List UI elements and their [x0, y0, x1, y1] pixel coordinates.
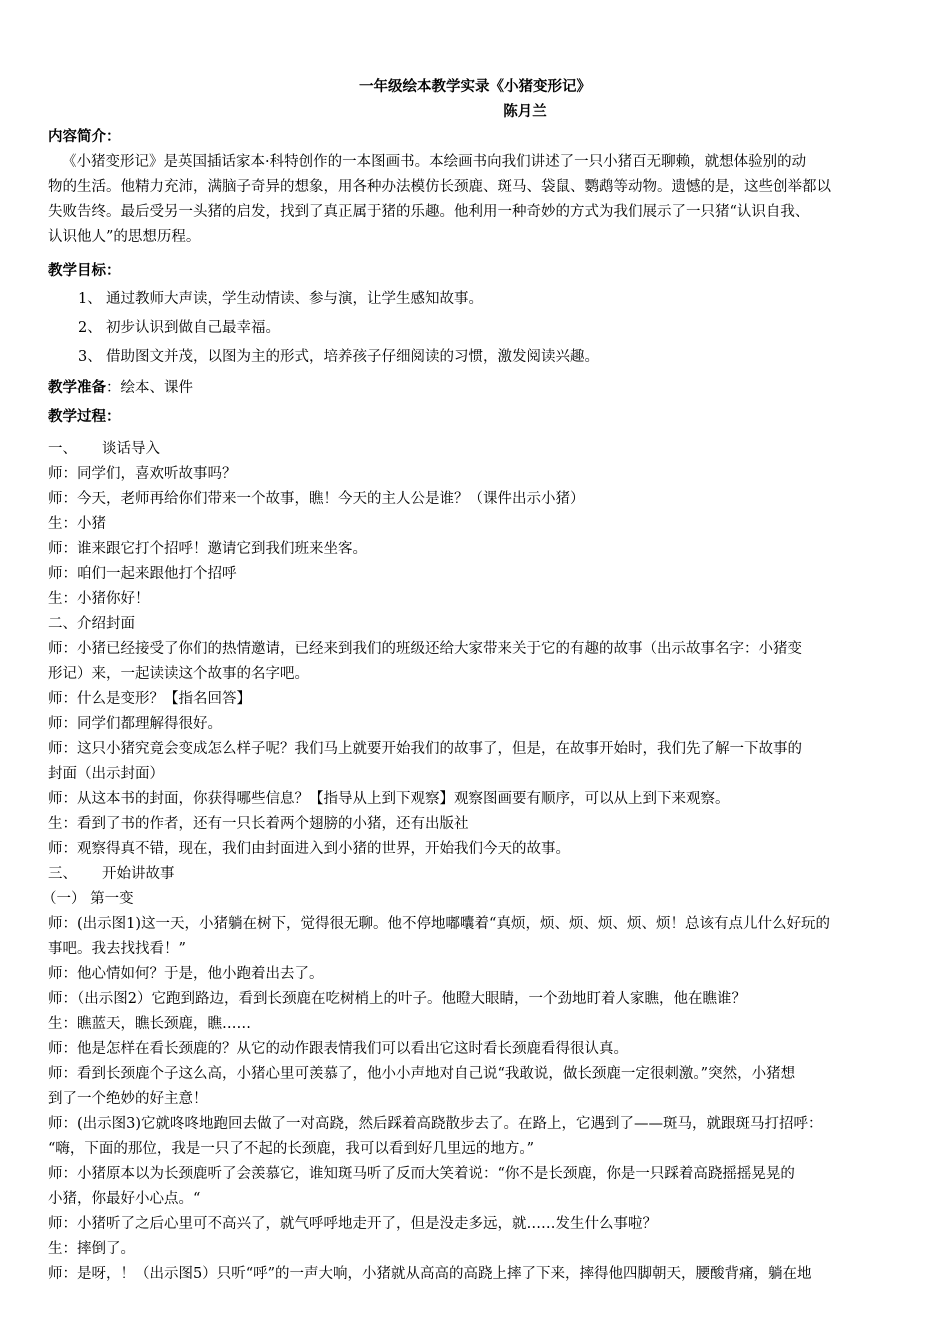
goal-text: 初步认识到做自己最幸福。: [106, 320, 280, 336]
goals-heading: 教学目标：: [48, 262, 121, 279]
document-title: 一年级绘本教学实录《小猪变形记》: [359, 78, 591, 95]
dialogue-line: 师：看到长颈鹿个子这么高，小猪心里可羡慕了，他小小声地对自己说“我敢说，做长颈鹿一定很刺激。”突然，小猪想: [48, 1066, 796, 1082]
dialogue-line: 师：今天，老师再给你们带来一个故事，瞧！今天的主人公是谁？（课件出示小猪）: [48, 491, 585, 507]
dialogue-line: 生：瞧蓝天，瞧长颈鹿，瞧……: [48, 1016, 251, 1032]
intro-paragraph-line: 认识他人”的思想历程。: [48, 229, 201, 245]
intro-paragraph-line: 《小猪变形记》是英国插话家本·科特创作的一本图画书。本绘画书向我们讲述了一只小猪百无聊赖，就想体验别的动: [62, 154, 807, 170]
dialogue-line: 生：小猪你好！: [48, 591, 150, 607]
dialogue-line: 生：小猪: [48, 516, 106, 532]
dialogue-line: 师：什么是变形？【指名回答】: [48, 691, 251, 707]
dialogue-line: 封面（出示封面）: [48, 766, 164, 782]
goal-text: 借助图文并茂，以图为主的形式，培养孩子仔细阅读的习惯，激发阅读兴趣。: [106, 349, 599, 365]
section-title: 开始讲故事: [102, 866, 175, 882]
dialogue-line: 形记）来，一起读读这个故事的名字吧。: [48, 666, 309, 682]
dialogue-line: 师：是呀，！（出示图5）只听“呼”的一声大响，小猪就从高高的高跷上摔了下来，摔得他四脚朝天，腰酸背痛，躺在地: [48, 1266, 812, 1282]
intro-paragraph-line: 失败告终。最后受另一头猪的启发，找到了真正属于猪的乐趣。他利用一种奇妙的方式为我们展示了一只猪“认识自我、: [48, 204, 810, 220]
prep-line: [48, 375, 910, 401]
dialogue-line: 师：同学们都理解得很好。: [48, 716, 222, 732]
dialogue-line: 小猪，你最好小心点。“: [48, 1191, 201, 1207]
dialogue-line: 师：小猪原本以为长颈鹿听了会羡慕它，谁知斑马听了反而大笑着说：“你不是长颈鹿，你是一只踩着高跷摇摇晃晃的: [48, 1166, 795, 1182]
intro-heading: 内容简介：: [48, 128, 121, 145]
dialogue-line: 师：（出示图2）它跑到路边，看到长颈鹿在吃树梢上的叶子。他瞪大眼睛，一个劲地盯着人家瞧，他在瞧谁？: [48, 991, 746, 1007]
dialogue-line: 师：观察得真不错，现在，我们由封面进入到小猪的世界，开始我们今天的故事。: [48, 841, 570, 857]
section-heading: 二、介绍封面: [48, 616, 135, 632]
prep-label: 教学准备: [48, 379, 106, 396]
intro-paragraph-line: 物的生活。他精力充沛，满脑子奇异的想象，用各种办法模仿长颈鹿、斑马、袋鼠、鹦鹉等动物。遗憾的是，这些创举都以: [48, 179, 831, 195]
dialogue-line: 师：(出示图1)这一天，小猪躺在树下，觉得很无聊。他不停地嘟囔着“真烦，烦、烦、烦、烦、烦！总该有点儿什么好玩的: [48, 916, 830, 932]
dialogue-line: 到了一个绝妙的好主意！: [48, 1091, 208, 1107]
goal-item: [78, 345, 910, 370]
dialogue-line: 师：谁来跟它打个招呼！邀请它到我们班来坐客。: [48, 541, 367, 557]
dialogue-line: 师：咱们一起来跟他打个招呼: [48, 566, 237, 582]
section-heading: [48, 862, 910, 887]
dialogue-line: 师：他是怎样在看长颈鹿的？从它的动作跟表情我们可以看出它这时看长颈鹿看得很认真。: [48, 1041, 628, 1057]
dialogue-line: 师：小猪听了之后心里可不高兴了，就气呼呼地走开了，但是没走多远，就……发生什么事啦？: [48, 1216, 657, 1232]
dialogue-line: 师：同学们，喜欢听故事吗？: [48, 466, 237, 482]
goal-text: 通过教师大声读，学生动情读、参与演，让学生感知故事。: [106, 291, 483, 307]
author-name: 陈月兰: [503, 103, 547, 120]
subsection-heading: （一） 第一变: [42, 891, 134, 907]
dialogue-line: 生：摔倒了。: [48, 1241, 135, 1257]
goal-item: [78, 287, 910, 312]
goal-number: 2、: [78, 320, 102, 336]
section-title: 谈话导入: [102, 441, 160, 457]
prep-text: ：绘本、课件: [106, 380, 193, 396]
section-number: 一、: [48, 441, 77, 457]
goal-item: [78, 316, 910, 341]
dialogue-line: “嗨，下面的那位，我是一只了不起的长颈鹿，我可以看到好几里远的地方。”: [48, 1141, 535, 1157]
dialogue-line: 师：小猪已经接受了你们的热情邀请，已经来到我们的班级还给大家带来关于它的有趣的故事（出示故事名字：小猪变: [48, 641, 802, 657]
dialogue-line: 生：看到了书的作者，还有一只长着两个翅膀的小猪，还有出版社: [48, 816, 469, 832]
section-number: 三、: [48, 866, 77, 882]
dialogue-line: 师：他心情如何？于是，他小跑着出去了。: [48, 966, 324, 982]
dialogue-line: 师：(出示图3)它就咚咚地跑回去做了一对高跷，然后踩着高跷散步去了。在路上，它遇到了——斑马，就跟斑马打招呼：: [48, 1116, 823, 1132]
section-heading: [48, 437, 910, 462]
dialogue-line: 事吧。我去找找看！”: [48, 941, 186, 957]
dialogue-line: 师：这只小猪究竟会变成怎么样子呢？我们马上就要开始我们的故事了，但是，在故事开始时，我们先了解一下故事的: [48, 741, 802, 757]
process-heading: 教学过程：: [48, 408, 121, 425]
dialogue-line: 师：从这本书的封面，你获得哪些信息？【指导从上到下观察】观察图画要有顺序，可以从上到下来观察。: [48, 791, 730, 807]
goal-number: 3、: [78, 349, 102, 365]
goal-number: 1、: [78, 291, 102, 307]
